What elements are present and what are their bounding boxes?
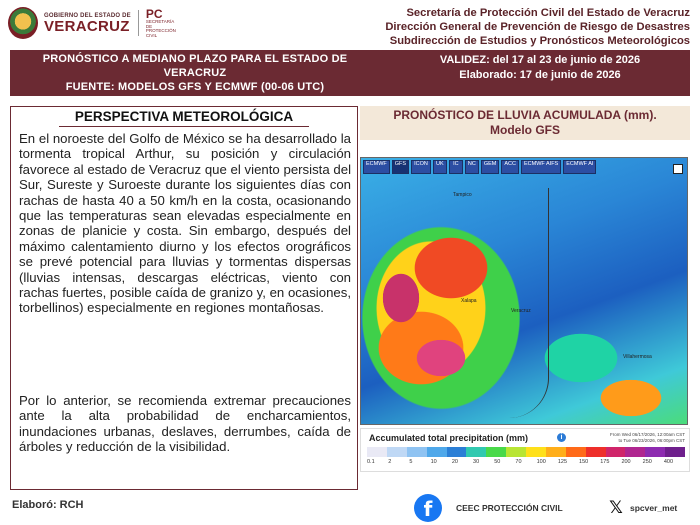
color-ramp-swatch: [486, 447, 506, 457]
city-label: Veracruz: [511, 308, 531, 314]
color-ramp-label: 250: [642, 459, 652, 465]
color-ramp-label: 20: [451, 459, 458, 465]
forecast-validity: VALIDEZ: del 17 al 23 de junio de 2026: [439, 54, 641, 66]
agency-header: [385, 6, 690, 48]
model-tab[interactable]: ACC: [501, 160, 519, 174]
color-ramp-label: 125: [557, 459, 568, 465]
color-ramp-label: 5: [409, 459, 413, 465]
model-tab[interactable]: ECMWF AIFS: [521, 160, 561, 174]
color-ramp-swatch: [427, 447, 447, 457]
legend-title: Accumulated total precipitation (mm): [369, 433, 529, 443]
color-ramp-label: 30: [473, 459, 480, 465]
color-ramp-swatch: [546, 447, 566, 457]
logo-divider: [138, 10, 139, 36]
forecast-validity-block: [390, 53, 690, 83]
color-ramp-swatch: [506, 447, 526, 457]
facebook-icon[interactable]: f: [414, 494, 442, 522]
info-icon[interactable]: i: [557, 433, 566, 442]
state-seal-icon: [8, 7, 38, 39]
color-ramp-label: 400: [663, 459, 674, 465]
gov-small-text: GOBIERNO DEL ESTADO DE: [44, 12, 131, 19]
model-tab[interactable]: ECMWF AI: [563, 160, 596, 174]
city-label: Tampico: [453, 192, 472, 198]
color-ramp-swatch: [606, 447, 626, 457]
legend-date-to: to Tue 06/23/2026, 06:00pm CST: [618, 438, 685, 443]
color-ramp-label: 175: [600, 459, 610, 465]
forecast-title-line-1: PRONÓSTICO A MEDIANO PLAZO PARA EL ESTADO DE: [42, 53, 348, 65]
model-tab[interactable]: ICON: [411, 160, 431, 174]
x-twitter-icon[interactable]: 𝕏: [609, 498, 623, 518]
model-tab[interactable]: UK: [433, 160, 447, 174]
rain-title-line-2: Modelo GFS: [490, 123, 560, 137]
perspective-title: PERSPECTIVA METEOROLÓGICA: [11, 109, 357, 124]
agency-line-1: Secretaría de Protección Civil del Estado de Veracruz: [406, 7, 690, 19]
pc-small-text: SECRETARÍA DE PROTECCIÓN CIVIL: [145, 19, 176, 38]
pc-big-text: PC: [145, 7, 163, 21]
color-ramp-label: 0.1: [367, 459, 375, 465]
coastline: [489, 188, 549, 418]
model-tab[interactable]: NC: [465, 160, 479, 174]
precipitation-legend: [360, 428, 690, 472]
color-ramp-labels: [367, 459, 685, 465]
color-ramp-label: 2: [388, 459, 392, 465]
color-ramp-label: 100: [536, 459, 546, 465]
color-ramp-label: 70: [515, 459, 522, 465]
perspective-paragraph-2: Por lo anterior, se recomienda extremar precauciones ante la alta probabilidad de encharcamientos, inundaciones urbanas, deslaves, derrumbes, caída de árboles y reducción de la visibilidad.: [19, 393, 351, 455]
city-label: Xalapa: [461, 298, 477, 304]
model-tab[interactable]: ECMWF: [363, 160, 390, 174]
x-handle[interactable]: spcver_met: [630, 503, 678, 513]
government-logo: [8, 6, 208, 40]
color-ramp-label: 10: [430, 459, 437, 465]
color-ramp-label: 50: [494, 459, 501, 465]
color-ramp-swatch: [645, 447, 665, 457]
forecast-elaborated-date: Elaborado: 17 de junio de 2026: [459, 69, 621, 81]
color-ramp-swatch: [526, 447, 546, 457]
gov-big-text: VERACRUZ: [44, 17, 130, 35]
forecast-title-block: [10, 52, 380, 94]
color-ramp-swatch: [625, 447, 645, 457]
model-tab[interactable]: GFS: [392, 160, 409, 174]
rain-title-line-1: PRONÓSTICO DE LLUVIA ACUMULADA (mm).: [393, 108, 657, 122]
map-expand-icon[interactable]: [673, 164, 683, 174]
forecast-title-line-2: VERACRUZ: [163, 67, 227, 79]
perspective-panel: [10, 106, 358, 490]
color-ramp-label: 200: [621, 459, 631, 465]
author-credit: Elaboró: RCH: [12, 499, 84, 511]
color-ramp-swatch: [447, 447, 467, 457]
color-ramp-swatch: [387, 447, 407, 457]
forecast-banner: [10, 50, 690, 96]
agency-line-3: Subdirección de Estudios y Pronósticos Meteorológicos: [389, 35, 690, 47]
color-ramp-swatch: [566, 447, 586, 457]
model-toolbar: [361, 158, 598, 176]
facebook-label[interactable]: CEEC PROTECCIÓN CIVIL: [456, 503, 563, 513]
color-ramp: [367, 447, 685, 457]
color-ramp-swatch: [586, 447, 606, 457]
rain-forecast-title: [360, 106, 690, 140]
color-ramp-swatch: [367, 447, 387, 457]
model-tab[interactable]: GEM: [481, 160, 500, 174]
color-ramp-swatch: [407, 447, 427, 457]
color-ramp-swatch: [466, 447, 486, 457]
model-tab[interactable]: IC: [449, 160, 463, 174]
agency-line-2: Dirección General de Prevención de Riesgo de Desastres: [385, 21, 690, 33]
precipitation-map: [360, 157, 688, 425]
government-wordmark: [44, 13, 131, 34]
color-ramp-swatch: [665, 447, 685, 457]
city-label: Villahermosa: [623, 354, 652, 360]
pc-logo: [146, 8, 180, 38]
legend-date-range: [610, 432, 685, 444]
perspective-paragraph-1: En el noroeste del Golfo de México se ha desarrollado la tormenta tropical Arthur, su posición y circulación favorece al estado de Veracruz que el viento persista del Sur, Sureste y Suroeste durante los siguientes días con rachas de hasta 40 a 50 km/h en la costa, ocasionando que las temperaturas sean elevadas especialmente en zonas de planicie y costa. Sin embargo, después del máximo calentamiento diurno y los efectos orográficos se prevé potencial para lluvias y tormentas dispersas (lluvias intensas, descargas eléctricas, viento con rachas fuertes, posible caída de granizo y, en ocasiones, torbellinos) especialmente en regiones montañosas.: [19, 131, 351, 316]
legend-date-from: From Wed 06/17/2026, 12:00am CST: [610, 432, 685, 437]
color-ramp-label: 150: [579, 459, 589, 465]
forecast-source: FUENTE: MODELOS GFS Y ECMWF (00-06 UTC): [65, 81, 325, 93]
